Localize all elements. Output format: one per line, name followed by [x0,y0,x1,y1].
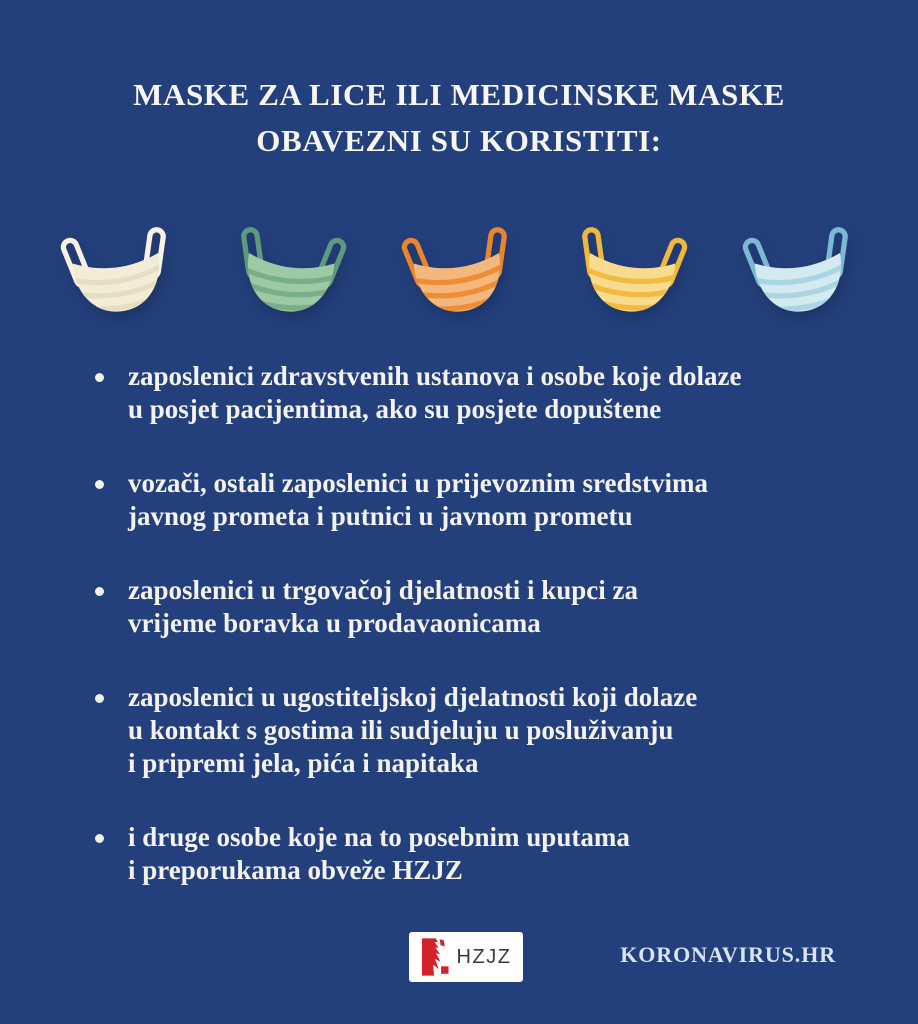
hzjz-logo-text: HZJZ [456,945,512,968]
bullet-dot-icon [95,834,104,843]
face-mask-icon-orange [397,221,521,339]
hzjz-logo [409,932,523,982]
bullet-dot-icon [95,694,104,703]
list-item [95,574,866,640]
list-item [95,467,866,533]
hzjz-logo-mark-icon [421,937,449,977]
bullet-text [128,574,638,640]
bullet-line: zaposlenici u trgovačoj djelatnosti i kupci za [128,575,638,605]
list-item [95,360,866,426]
face-mask-icon-cream [56,221,180,339]
bullet-text [128,821,630,887]
bullet-list [95,360,866,928]
bullet-line: zaposlenici zdravstvenih ustanova i osobe koje dolaze [128,361,742,391]
bullet-line: i pripremi jela, pića i napitaka [128,748,479,778]
bullet-line: zaposlenici u ugostiteljskoj djelatnosti koji dolaze [128,682,698,712]
masks-row [56,220,862,340]
face-mask-icon-blue [738,221,862,339]
bullet-text [128,681,697,780]
bullet-line: u kontakt s gostima ili sudjeluju u posluživanju [128,715,674,745]
bullet-dot-icon [95,480,104,489]
bullet-dot-icon [95,587,104,596]
bullet-line: i druge osobe koje na to posebnim uputama [128,822,630,852]
bullet-line: vozači, ostali zaposlenici u prijevoznim sredstvima [128,468,708,498]
list-item [95,821,866,887]
title-line-1: MASKE ZA LICE ILI MEDICINSKE MASKE [133,77,785,112]
koronavirus-site-label: KORONAVIRUS.HR [620,942,836,967]
title-line-2: OBAVEZNI SU KORISTITI: [256,123,662,158]
bullet-line: javnog prometa i putnici u javnom prometu [128,501,633,531]
face-mask-icon-yellow [568,221,692,339]
bullet-text [128,467,708,533]
bullet-text [128,360,742,426]
bullet-line: u posjet pacijentima, ako su posjete dopuštene [128,394,662,424]
bullet-dot-icon [95,373,104,382]
list-item [95,681,866,780]
face-mask-icon-green [227,221,351,339]
page-title [0,72,918,164]
bullet-line: i preporukama obveže HZJZ [128,855,463,885]
bullet-line: vrijeme boravka u prodavaonicama [128,608,541,638]
